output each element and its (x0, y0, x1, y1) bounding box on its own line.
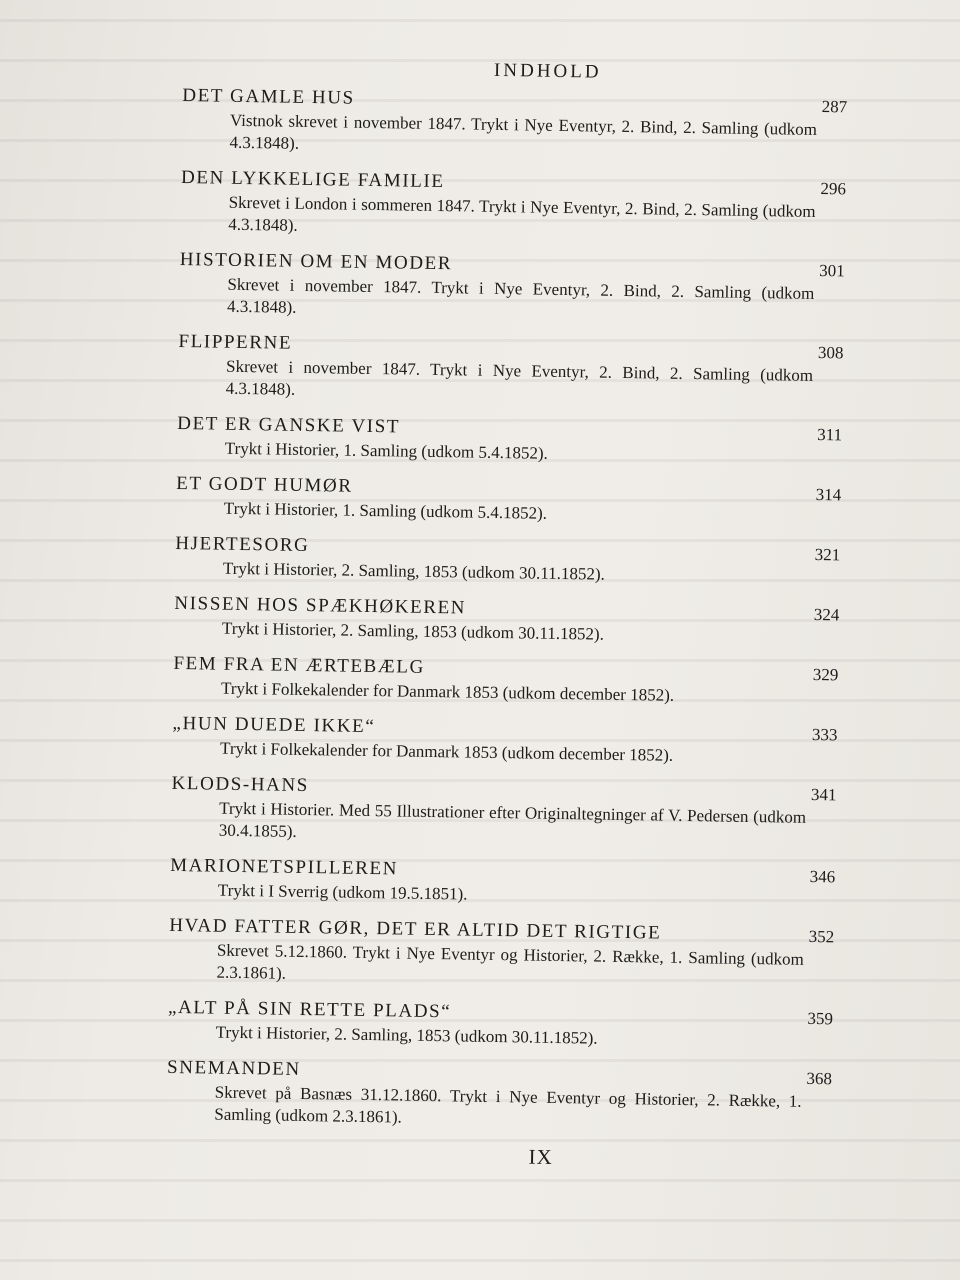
entry-title: MARIONETSPILLEREN (170, 854, 399, 880)
toc-entry (178, 329, 869, 410)
entry-title: ET GODT HUMØR (176, 472, 353, 497)
entry-title: KLODS-HANS (171, 772, 310, 797)
toc-entry (179, 247, 870, 328)
entry-description: Trykt i Historier, 2. Samling, 1853 (udkom 30.11.1852). (222, 558, 606, 584)
entry-page-number: 329 (812, 664, 839, 685)
entries-list (166, 83, 872, 1136)
entry-page-number: 287 (821, 97, 848, 117)
entry-description: Trykt i Folkekalender for Danmark 1853 (udkom december 1852). (220, 678, 675, 705)
toc-entry (166, 1055, 857, 1136)
page-number-folio: IX (528, 1144, 554, 1169)
entry-description: Trykt i Historier, 1. Samling (udkom 5.4.1852). (223, 498, 548, 523)
entry-page-number: 352 (808, 926, 835, 947)
entry-description: Vistnok skrevet i november 1847. Trykt i Nye Eventyr, 2. Bind, 2. Samling (udkom 4.3.1848). (229, 110, 818, 153)
entry-page-number: 341 (810, 784, 837, 805)
entry-page-number: 321 (814, 544, 841, 565)
toc-entry (177, 411, 868, 470)
entry-title: „ALT PÅ SIN RETTE PLADS“ (167, 996, 452, 1023)
toc-entry (173, 651, 864, 710)
entry-description: Trykt i Historier, 1. Samling (udkom 5.4.1852). (224, 438, 549, 463)
entry-page-number: 301 (819, 261, 845, 281)
entry-page-number: 296 (820, 179, 847, 199)
entry-description: Trykt i I Sverrig (udkom 19.5.1851). (217, 880, 468, 904)
entry-title: FEM FRA EN ÆRTEBÆLG (173, 652, 426, 678)
entry-page-number: 333 (811, 724, 838, 745)
entry-description: Skrevet 5.12.1860. Trykt i Nye Eventyr og Historier, 2. Række, 1. Samling (udkom 2.3.1861). (216, 940, 805, 983)
entry-page-number: 346 (809, 866, 836, 887)
entry-description: Trykt i Historier. Med 55 Illustrationer efter Originaltegninger af V. Pedersen (udkom 30.4.1855). (218, 798, 807, 841)
entry-page-number: 359 (807, 1008, 834, 1029)
toc-entry (170, 853, 861, 912)
toc-entry (180, 165, 871, 246)
table-of-contents (166, 55, 873, 1175)
toc-entry (167, 995, 858, 1054)
toc-entry (172, 711, 863, 770)
page-heading: INDHOLD (493, 59, 602, 83)
entry-page-number: 311 (817, 425, 843, 445)
entry-description: Trykt i Historier, 2. Samling, 1853 (udkom 30.11.1852). (221, 618, 605, 644)
entry-description: Skrevet på Basnæs 31.12.1860. Trykt i Nye Eventyr og Historier, 2. Række, 1. Samling (udkom 2.3.1861). (214, 1082, 802, 1127)
entry-page-number: 314 (815, 484, 842, 505)
entry-page-number: 368 (806, 1068, 833, 1089)
entry-title: HISTORIEN OM EN MODER (179, 248, 453, 275)
entry-description: Trykt i Historier, 2. Samling, 1853 (udkom 30.11.1852). (215, 1022, 598, 1048)
entry-title: HVAD FATTER GØR, DET ER ALTID DET RIGTIGE (169, 914, 662, 944)
entry-page-number: 308 (817, 343, 844, 363)
toc-entry (171, 771, 862, 852)
toc-entry (175, 531, 866, 590)
entry-title: „HUN DUEDE IKKE“ (172, 712, 376, 738)
entry-description: Skrevet i London i sommeren 1847. Trykt i Nye Eventyr, 2. Bind, 2. Samling (udkom 4.3.1848). (228, 192, 816, 235)
toc-entry (176, 471, 867, 530)
entry-title: DET ER GANSKE VIST (177, 412, 401, 438)
entry-title: DET GAMLE HUS (182, 84, 355, 109)
toc-entry (181, 83, 872, 164)
entry-title: DEN LYKKELIGE FAMILIE (180, 166, 445, 193)
entry-title: FLIPPERNE (178, 330, 293, 354)
toc-entry (174, 591, 865, 650)
entry-description: Skrevet i november 1847. Trykt i Nye Eventyr, 2. Bind, 2. Samling (udkom 4.3.1848). (225, 356, 814, 399)
entry-title: NISSEN HOS SPÆKHØKEREN (174, 592, 467, 619)
entry-description: Trykt i Folkekalender for Danmark 1853 (udkom december 1852). (219, 738, 674, 765)
entry-page-number: 324 (813, 604, 840, 625)
entry-title: HJERTESORG (175, 532, 310, 557)
entry-description: Skrevet i november 1847. Trykt i Nye Eventyr, 2. Bind, 2. Samling (udkom 4.3.1848). (226, 274, 815, 317)
entry-title: SNEMANDEN (166, 1056, 301, 1080)
toc-entry (168, 913, 859, 994)
